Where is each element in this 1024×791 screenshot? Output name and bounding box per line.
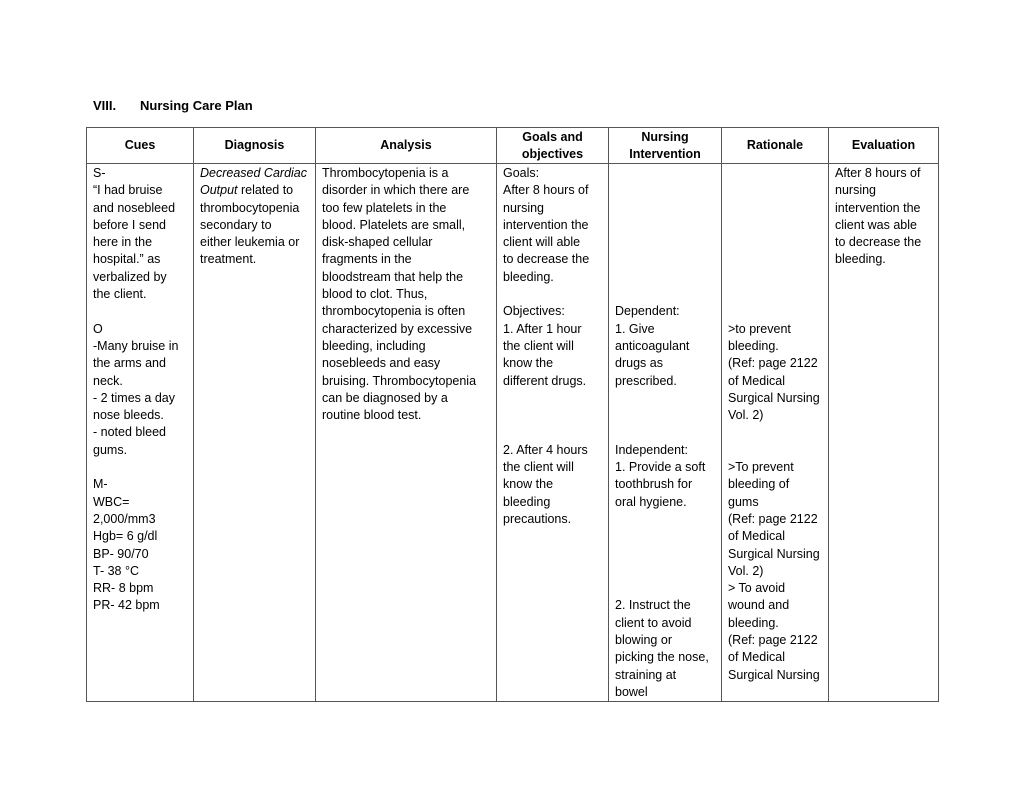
text-line: prescribed. [615,373,677,388]
diagnosis-line [200,182,309,199]
text-line: 2,000/mm3 [93,511,156,526]
text-line: Vol. 2) [728,563,764,578]
text-line: >to prevent [728,321,791,336]
text-line: thrombocytopenia [200,200,300,215]
text-line: bloodstream that help the [322,269,464,284]
text-line: RR- 8 bpm [93,581,154,596]
text-line: >To prevent [728,460,794,475]
diagnosis-text: related to [237,183,294,198]
text-line: 1. Provide a soft [615,460,706,475]
text-line: -Many bruise in [93,338,179,353]
text-line: client to avoid [615,615,692,630]
text-line [728,217,822,234]
text-line: toothbrush for [615,477,693,492]
text-line: of Medical [728,373,785,388]
text-line: Independent: [615,442,688,457]
text-line [615,390,715,407]
text-line: 2. Instruct the [615,598,691,613]
text-line: before I send [93,217,166,232]
text-line: bleeding, including [322,338,426,353]
text-line: blood. Platelets are small, [322,217,466,232]
text-line: PR- 42 bpm [93,598,160,613]
column-header-rationale: Rationale [722,128,829,164]
text-line: (Ref: page 2122 [728,356,818,371]
text-line: Dependent: [615,304,680,319]
text-line [503,286,602,303]
text-line: nose bleeds. [93,408,164,423]
text-line: intervention the [835,200,921,215]
column-header-analysis: Analysis [316,128,497,164]
text-line [615,234,715,251]
section-title: Nursing Care Plan [140,98,253,113]
text-line: 1. After 1 hour [503,321,582,336]
text-line: client will able [503,235,581,250]
text-line: characterized by excessive [322,321,473,336]
text-line: bleeding. [728,338,779,353]
text-line: to decrease the [835,235,922,250]
text-line: 2. After 4 hours [503,442,588,457]
text-line: routine blood test. [322,408,422,423]
text-line [615,286,715,303]
evaluation-cell [829,164,939,702]
text-line: 1. Give [615,321,655,336]
text-line: “I had bruise [93,183,163,198]
text-line: bleeding of [728,477,790,492]
text-line: wound and [728,598,790,613]
text-line [503,424,602,441]
text-line [615,269,715,286]
text-line: blowing or [615,633,672,648]
text-line: Surgical Nursing [728,667,820,682]
text-line: > To avoid [728,581,786,596]
text-line: here in the [93,235,153,250]
text-line: know the [503,477,554,492]
section-number: VIII. [93,98,117,113]
text-line [728,286,822,303]
column-header-intervention: Nursing Intervention [609,128,722,164]
text-line [728,303,822,320]
text-line: neck. [93,373,123,388]
text-line: fragments in the [322,252,412,267]
column-header-goals: Goals and objectives [497,128,609,164]
text-line [728,200,822,217]
text-line: the client. [93,287,147,302]
text-line: - noted bleed [93,425,166,440]
text-line [728,424,822,441]
text-line: Hgb= 6 g/dl [93,529,158,544]
text-line [615,182,715,199]
text-line [615,217,715,234]
text-line [615,528,715,545]
text-line: Thrombocytopenia is a [322,166,449,180]
text-line: and nosebleed [93,200,176,215]
text-line: drugs as [615,356,663,371]
text-line: the arms and [93,356,166,371]
text-line: BP- 90/70 [93,546,149,561]
text-line: Surgical Nursing [728,546,820,561]
text-line [615,424,715,441]
text-line [728,442,822,459]
text-line: disorder in which there are [322,183,470,198]
text-line [615,200,715,217]
cues-cell [87,164,194,702]
text-line [503,407,602,424]
text-line: secondary to [200,217,272,232]
text-line [728,269,822,286]
text-line: bleeding. [728,615,779,630]
text-line [503,390,602,407]
diagnosis-cell [194,164,316,702]
text-line: Objectives: [503,304,565,319]
text-line: After 8 hours of [503,183,589,198]
diagnosis-line: Decreased Cardiac [200,166,307,180]
text-line [728,165,822,182]
rationale-cell [722,164,829,702]
text-line: thrombocytopenia is often [322,304,466,319]
table-row [87,164,939,702]
text-line: After 8 hours of [835,166,921,180]
analysis-cell [316,164,497,702]
text-line [615,546,715,563]
text-line: different drugs. [503,373,587,388]
text-line: blood to clot. Thus, [322,287,428,302]
text-line [615,563,715,580]
diagnosis-lines [200,200,309,269]
text-line: (Ref: page 2122 [728,633,818,648]
text-line: the client will [503,338,574,353]
text-line: gums. [93,442,128,457]
text-line: Vol. 2) [728,408,764,423]
nursing-care-plan-table [86,127,939,702]
text-line [615,511,715,528]
text-line [615,165,715,182]
text-line: O [93,321,103,336]
text-line [615,251,715,268]
text-line: know the [503,356,554,371]
text-line: nosebleeds and easy [322,356,441,371]
text-line: straining at [615,667,677,682]
text-line: gums [728,494,759,509]
text-line: bleeding. [503,269,554,284]
text-line: nursing [503,200,544,215]
text-line: precautions. [503,511,572,526]
text-line: of Medical [728,650,785,665]
text-line: anticoagulant [615,338,690,353]
text-line: nursing [835,183,876,198]
text-line: (Ref: page 2122 [728,511,818,526]
text-line: of Medical [728,529,785,544]
text-line: WBC= [93,494,130,509]
text-line: to decrease the [503,252,590,267]
diagnosis-italic-text: Output [200,183,238,198]
text-line: verbalized by [93,269,167,284]
text-line: bruising. Thrombocytopenia [322,373,477,388]
text-line [728,182,822,199]
text-line: Goals: [503,166,540,180]
text-line [615,407,715,424]
column-header-cues: Cues [87,128,194,164]
intervention-cell [609,164,722,702]
text-line: T- 38 °C [93,563,139,578]
text-line: disk-shaped cellular [322,235,433,250]
text-line: either leukemia or [200,235,300,250]
text-line: bleeding [503,494,551,509]
text-line: Surgical Nursing [728,390,820,405]
text-line: M- [93,477,108,492]
header-row [87,128,939,164]
text-line [728,234,822,251]
text-line [728,251,822,268]
text-line: the client will [503,460,574,475]
text-line: intervention the [503,217,589,232]
text-line: bowel [615,684,648,699]
goals-cell [497,164,609,702]
text-line: oral hygiene. [615,494,687,509]
column-header-evaluation: Evaluation [829,128,939,164]
text-line: S- [93,166,106,180]
text-line: client was able [835,217,917,232]
section-heading [93,98,253,113]
text-line [615,580,715,597]
column-header-diagnosis: Diagnosis [194,128,316,164]
text-line: too few platelets in the [322,200,447,215]
text-line: picking the nose, [615,650,709,665]
text-line: hospital.” as [93,252,161,267]
text-line: bleeding. [835,252,886,267]
text-line [93,459,187,476]
text-line: - 2 times a day [93,390,175,405]
text-line [93,303,187,320]
text-line: can be diagnosed by a [322,390,448,405]
text-line: treatment. [200,252,257,267]
